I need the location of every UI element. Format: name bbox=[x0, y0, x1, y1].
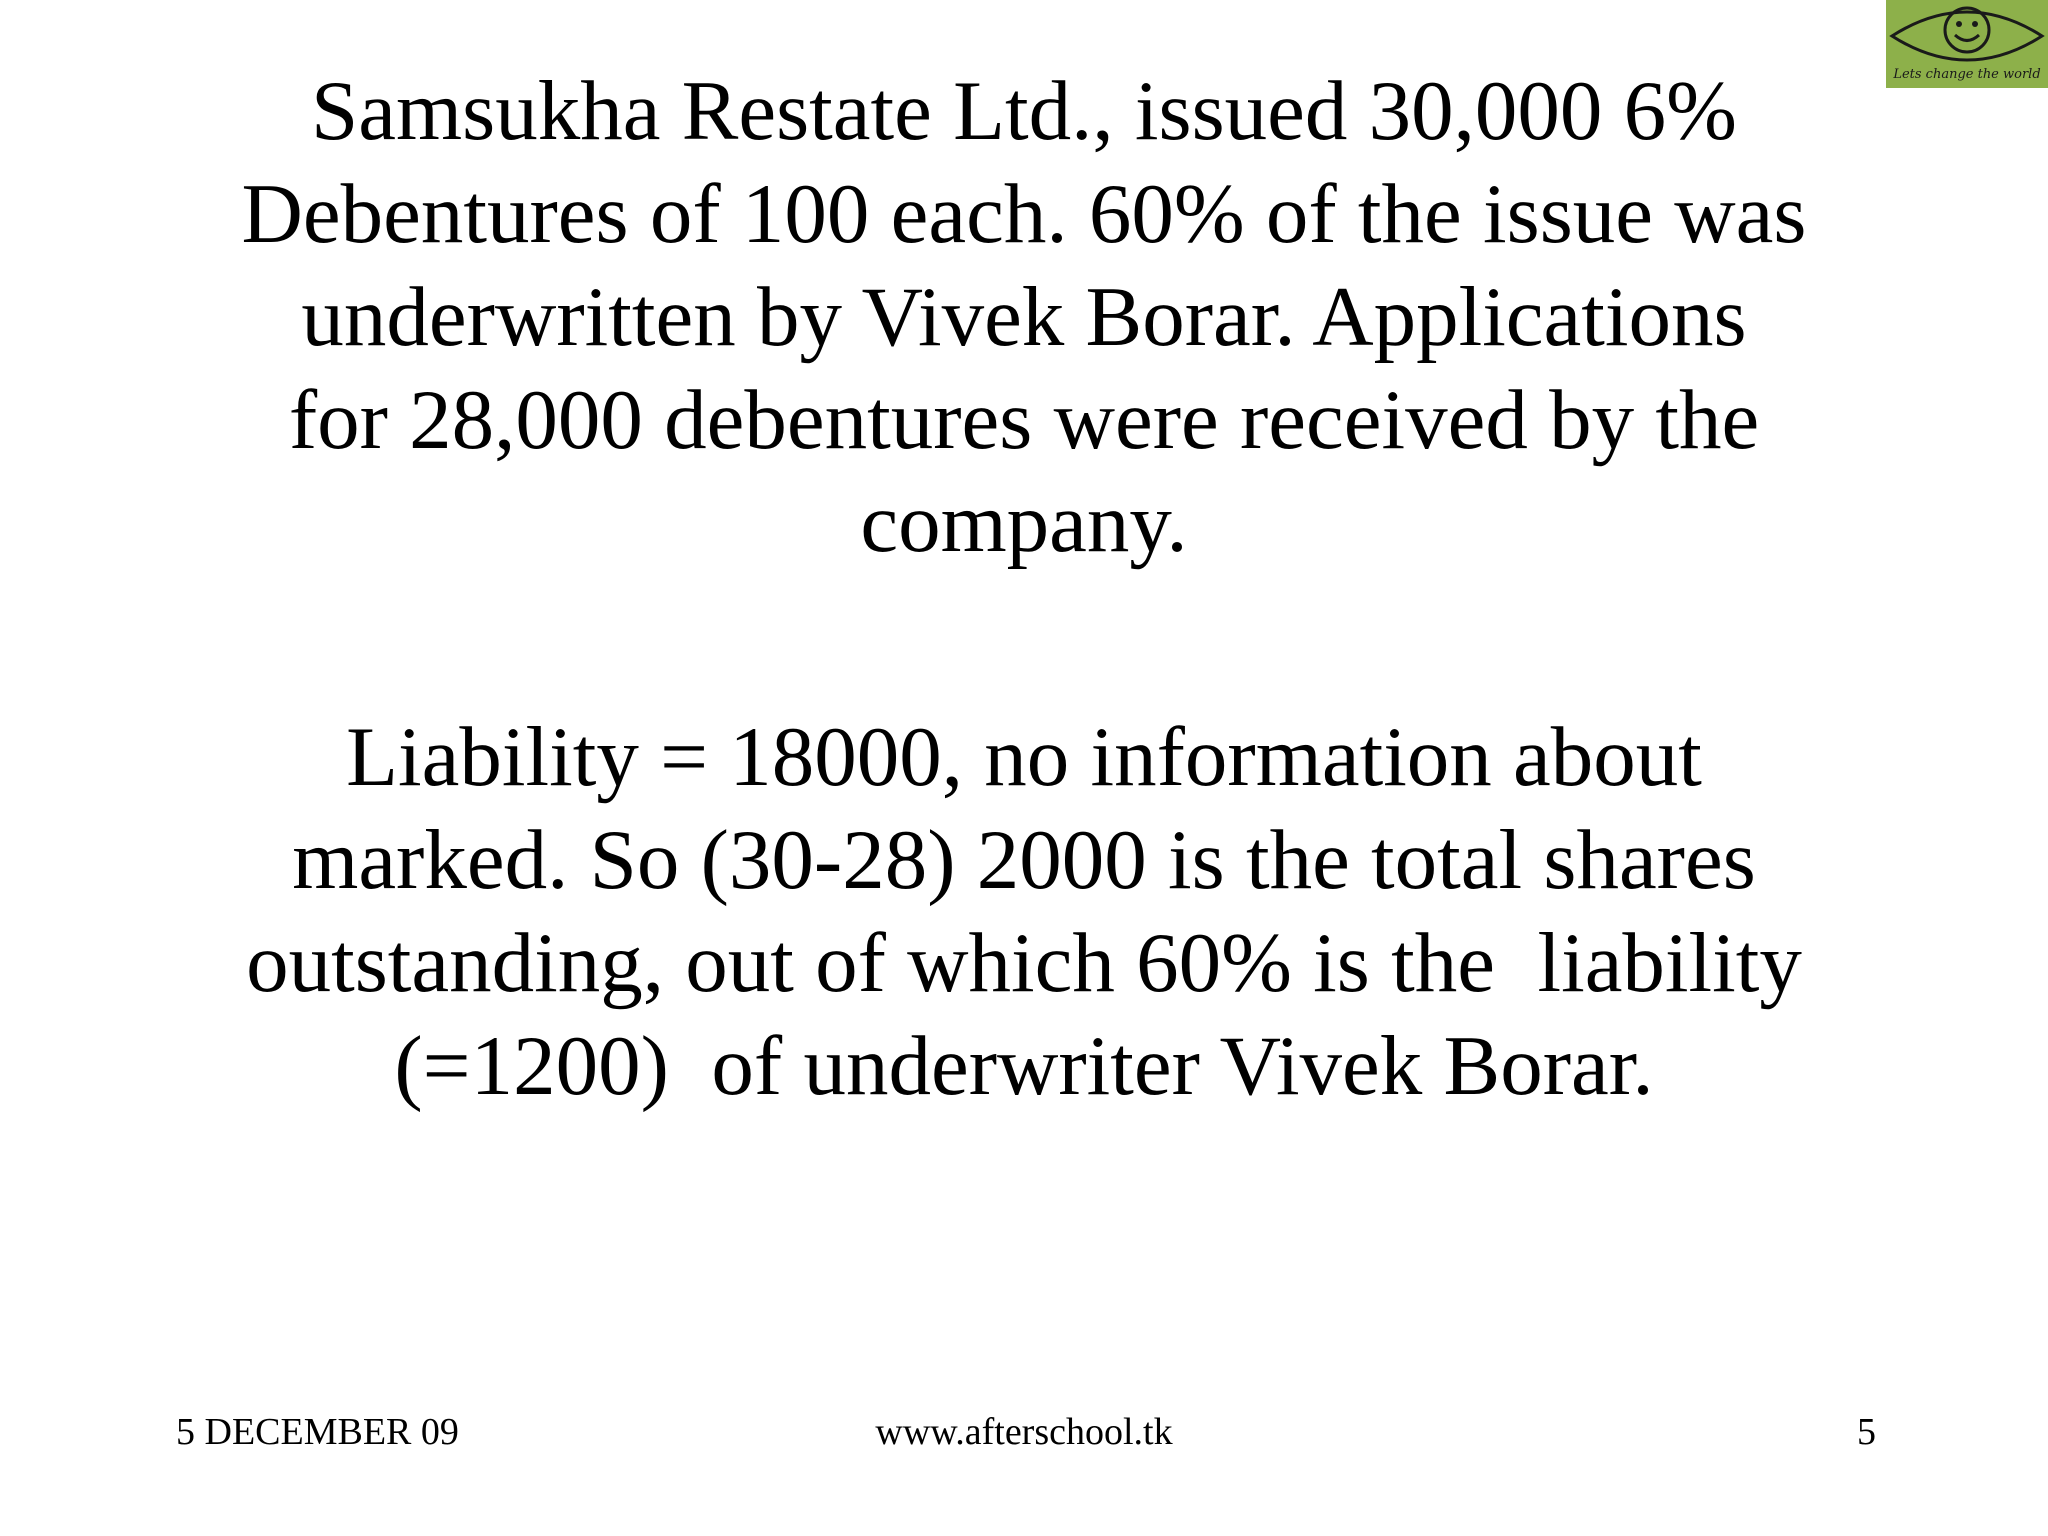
paragraph-answer bbox=[130, 706, 1918, 1118]
logo-tagline: Lets change the world bbox=[1893, 67, 2041, 82]
paragraph-line: Samsukha Restate Ltd., issued 30,000 6% bbox=[311, 64, 1737, 158]
paragraph-line: Liability = 18000, no information about bbox=[346, 710, 1702, 804]
paragraph-line: (=1200) of underwriter Vivek Borar. bbox=[394, 1019, 1654, 1113]
paragraph-line: marked. So (30-28) 2000 is the total shares bbox=[292, 813, 1756, 907]
footer-date: 5 DECEMBER 09 bbox=[176, 1411, 459, 1453]
paragraph-line: Debentures of 100 each. 60% of the issue was bbox=[241, 167, 1807, 261]
footer-url: www.afterschool.tk bbox=[875, 1411, 1173, 1453]
paragraph-line: company. bbox=[860, 476, 1188, 570]
page-number: 5 bbox=[1857, 1411, 1876, 1453]
paragraph-line: underwritten by Vivek Borar. Applications bbox=[301, 270, 1747, 364]
paragraph-question bbox=[130, 60, 1918, 575]
paragraph-line: outstanding, out of which 60% is the liability bbox=[246, 916, 1802, 1010]
paragraph-line: for 28,000 debentures were received by the bbox=[288, 373, 1760, 467]
